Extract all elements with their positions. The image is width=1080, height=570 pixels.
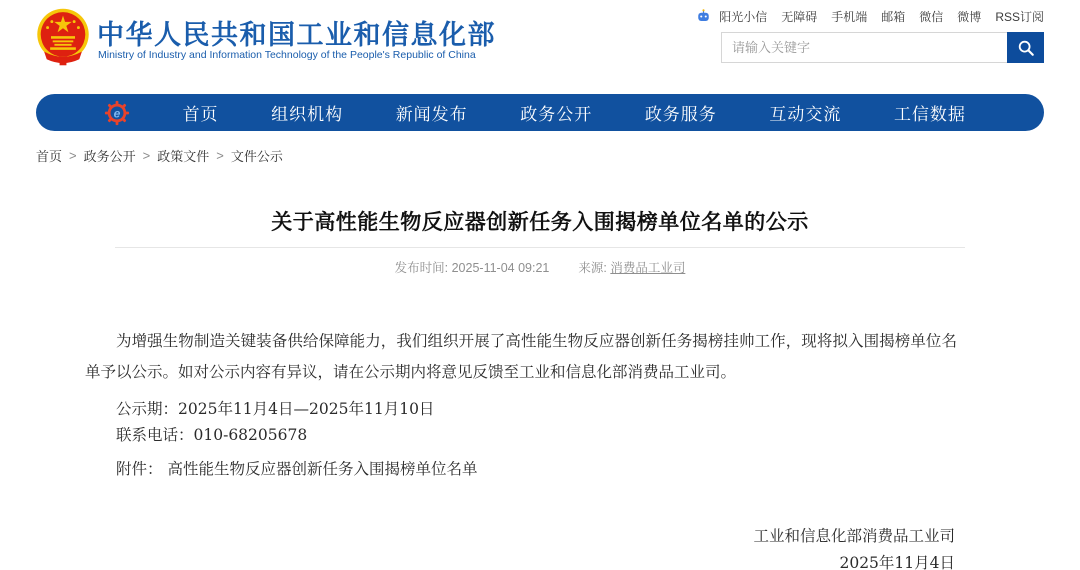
contact-phone: 联系电话：010-68205678 [116,426,308,444]
breadcrumb-separator: > [216,148,224,163]
miit-gear-logo-icon [104,100,130,126]
article-title: 关于高性能生物反应器创新任务入围揭榜单位名单的公示 [271,211,809,234]
breadcrumb-separator: > [142,148,151,163]
search-bar [721,32,1044,63]
signature-date: 2025年11月4日 [839,554,955,570]
national-emblem-icon [35,7,91,67]
quick-link-weibo[interactable]: 微博 [957,10,982,24]
attachment-label: 附件： [116,460,163,478]
signature-block [753,523,955,570]
signature-org: 工业和信息化部消费品工业司 [753,527,955,545]
quick-link-assistant[interactable]: 阳光小信 [719,10,768,24]
notice-period: 公示期：2025年11月4日—2025年11月10日 [116,400,435,418]
breadcrumb-home[interactable]: 首页 [36,149,63,164]
attachment-link[interactable]: 高性能生物反应器创新任务入围揭榜单位名单 [167,460,478,478]
site-title: 中华人民共和国工业和信息化部 [97,20,496,50]
main-nav [36,94,1044,131]
search-input[interactable] [721,32,1007,63]
nav-item-home[interactable]: 首页 [182,105,219,124]
breadcrumb-doc-notice[interactable]: 文件公示 [230,149,283,164]
article-paragraph: 为增强生物制造关键装备供给保障能力，我们组织开展了高性能生物反应器创新任务揭榜挂帅工作，现将拟入围揭榜单位名单予以公示。如对公示内容有异议，请在公示期内将意见反馈至工业和信息化部消费品工业司。 [85,332,957,381]
source-link[interactable]: 消费品工业司 [610,261,686,275]
breadcrumb-separator: > [69,148,77,163]
site-header [0,0,1080,90]
search-icon [1017,39,1035,57]
ai-assistant-icon [696,9,711,24]
site-subtitle-en: Ministry of Industry and Information Technology of the People's Republic of China [98,49,476,61]
quick-link-accessibility[interactable]: 无障碍 [781,10,818,24]
publish-time: 2025-11-04 09:21 [451,261,550,275]
source-label: 来源: [578,261,607,275]
quick-links [696,8,1044,25]
breadcrumb-gov-info[interactable]: 政务公开 [83,149,136,164]
quick-link-wechat[interactable]: 微信 [919,10,944,24]
quick-link-mobile[interactable]: 手机端 [831,10,868,24]
nav-item-gov-services[interactable]: 政务服务 [644,105,717,124]
publish-time-label: 发布时间: [394,261,449,275]
quick-link-rss[interactable]: RSS订阅 [995,10,1044,24]
search-button[interactable] [1007,32,1044,63]
publish-info [0,258,1080,276]
quick-link-mail[interactable]: 邮箱 [881,10,906,24]
nav-item-organization[interactable]: 组织机构 [271,105,344,124]
attachment-line [85,457,957,479]
svg-text:e: e [113,106,121,121]
breadcrumb-policy-docs[interactable]: 政策文件 [157,149,210,164]
title-divider [115,247,965,248]
nav-item-interaction[interactable]: 互动交流 [769,105,842,124]
nav-item-news[interactable]: 新闻发布 [395,105,468,124]
nav-item-gov-info[interactable]: 政务公开 [520,105,593,124]
nav-item-data[interactable]: 工信数据 [893,105,966,124]
breadcrumb [36,146,283,165]
